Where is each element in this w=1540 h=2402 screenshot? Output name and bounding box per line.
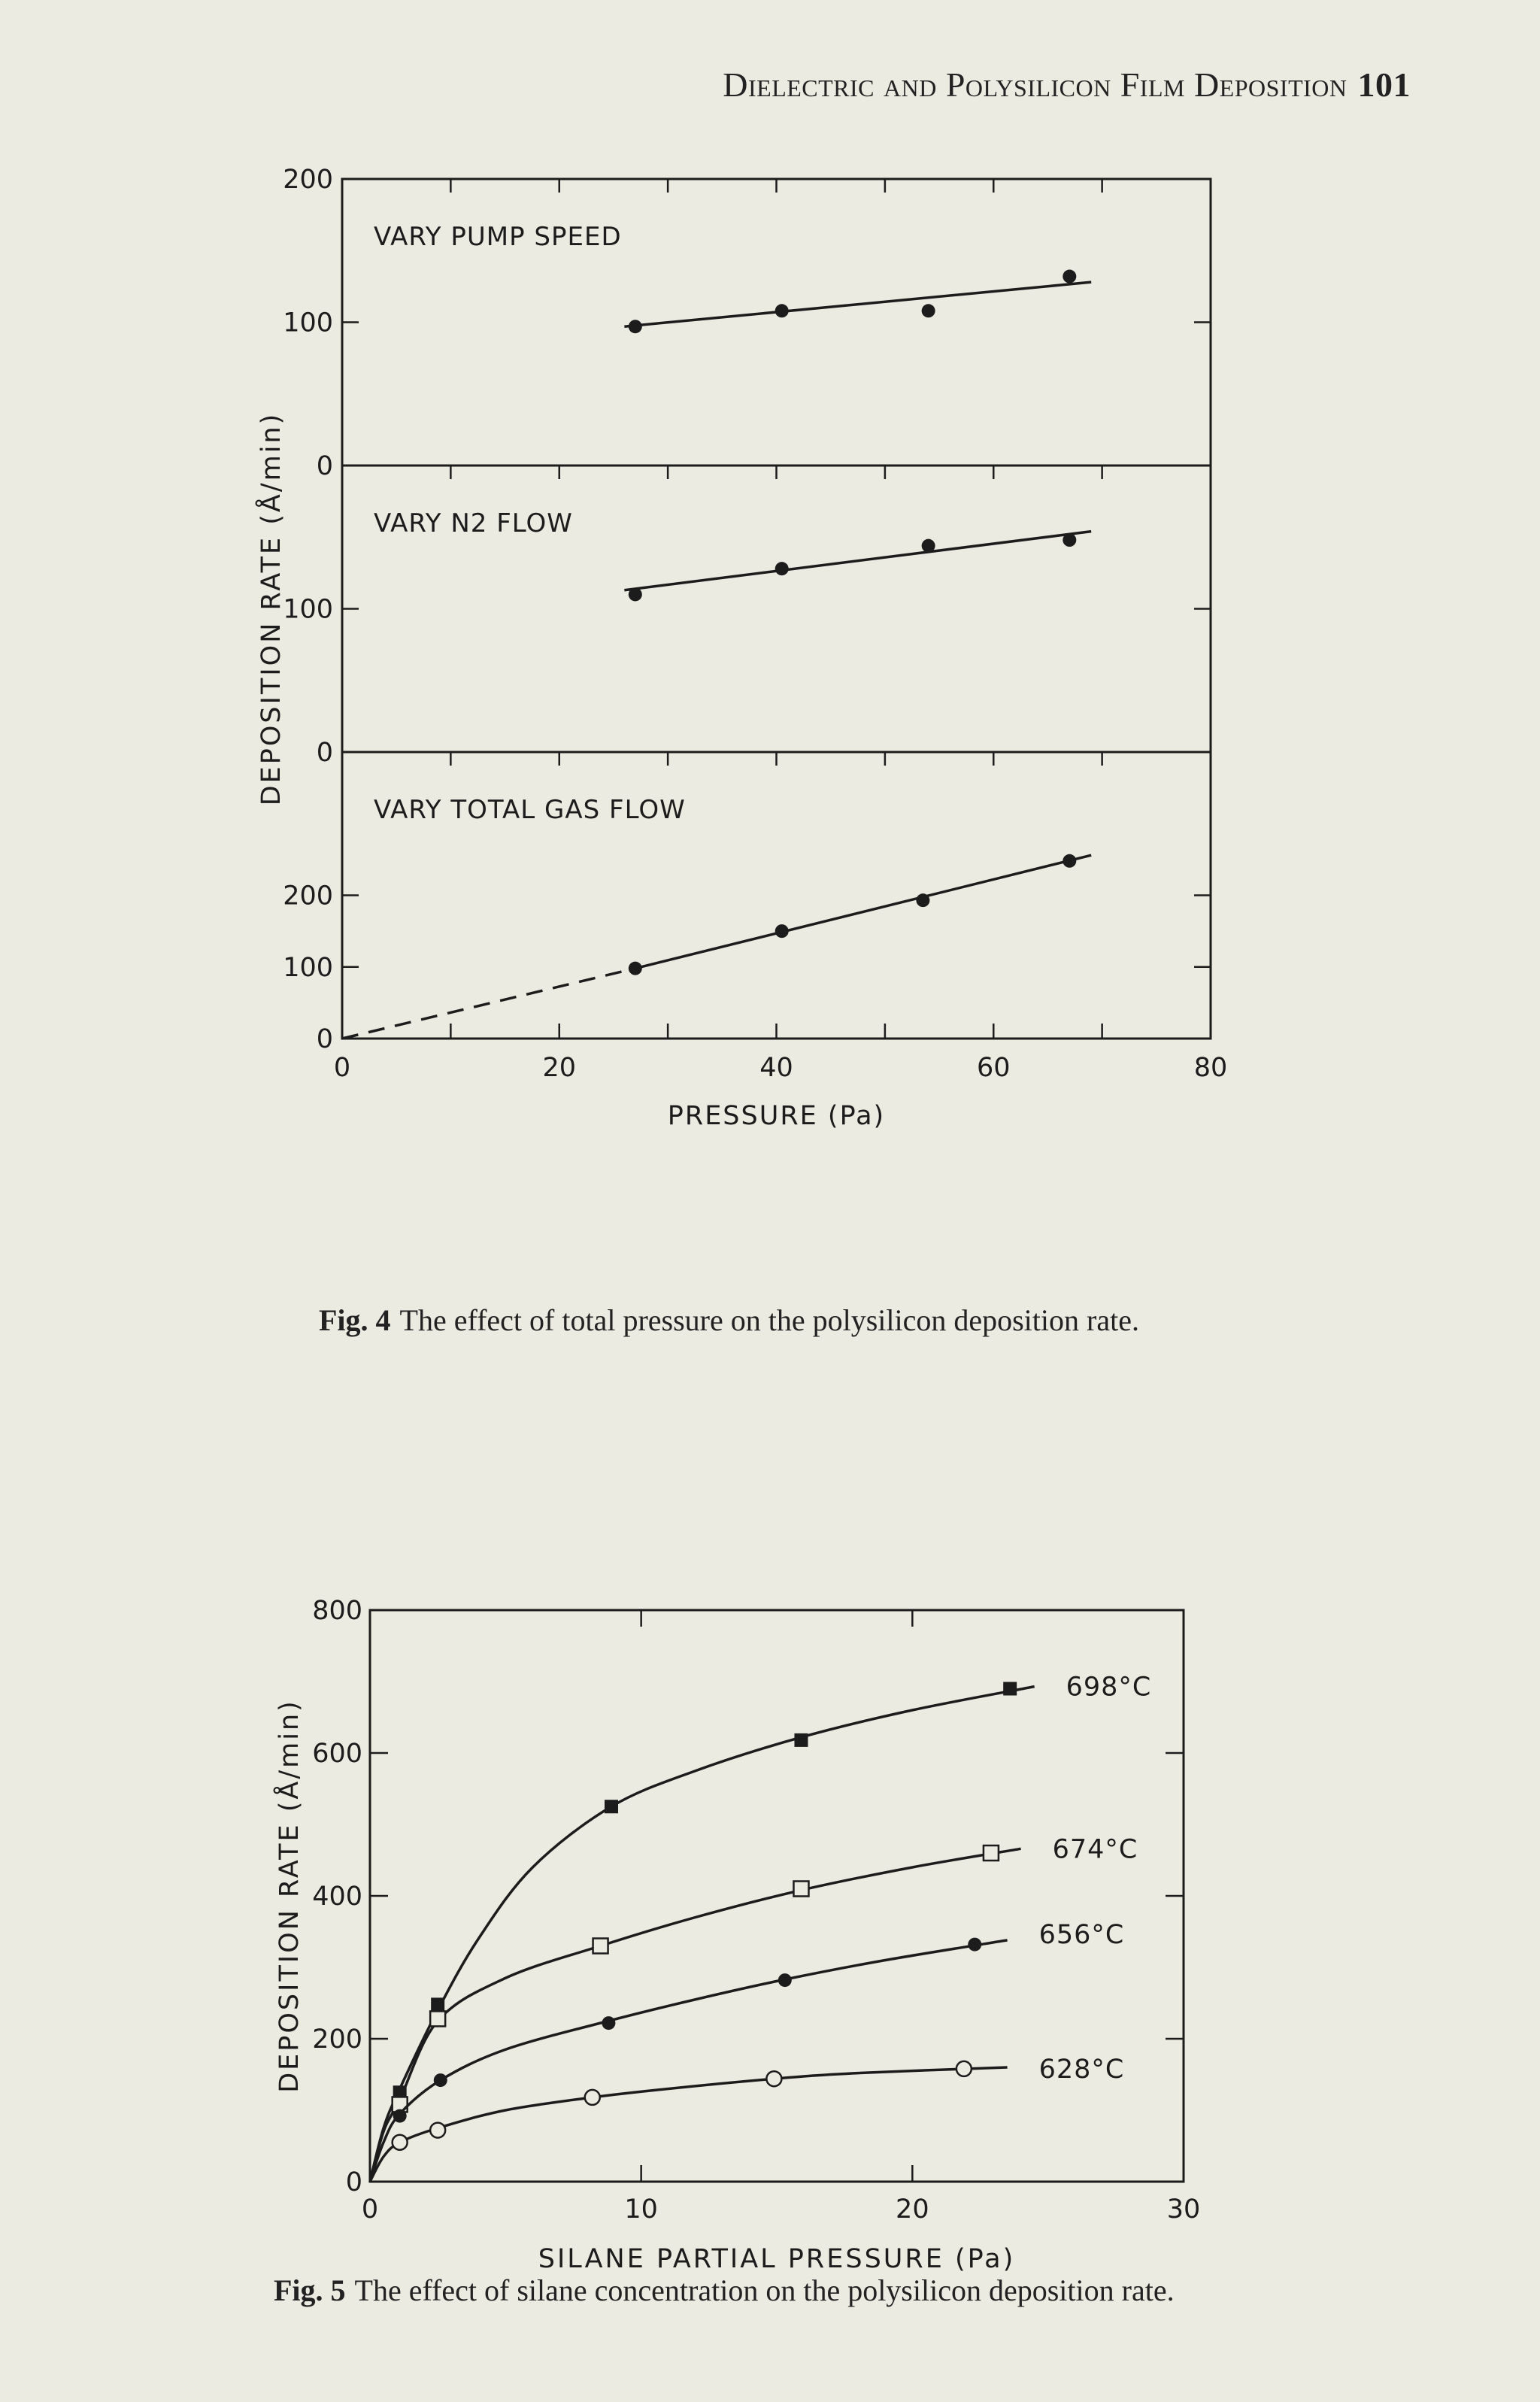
x-tick-label: 0 (333, 1053, 351, 1083)
series-628c-point (956, 2061, 972, 2076)
panel-3-data-point (916, 893, 929, 907)
panel-3-fit-line (635, 855, 1091, 968)
series-698c-point (794, 1733, 808, 1747)
series-628c-point (393, 2135, 408, 2150)
series-674c-point (984, 1845, 999, 1861)
figure-4-label: Fig. 4 (319, 1303, 391, 1337)
series-698c-point (1003, 1682, 1017, 1696)
series-628c-label: 628°C (1038, 2055, 1125, 2085)
series-674c-point (430, 2011, 445, 2026)
running-header-title: Dielectric and Polysilicon Film Deposition (723, 65, 1348, 104)
panel-3-label: VARY TOTAL GAS FLOW (374, 795, 686, 825)
series-698c-label: 698°C (1066, 1672, 1152, 1703)
x-tick-label: 10 (624, 2194, 658, 2225)
panel-2-data-point (775, 562, 789, 575)
x-axis-title: PRESSURE (Pa) (667, 1101, 886, 1131)
x-tick-label: 60 (976, 1053, 1011, 1083)
series-698c-curve (370, 1687, 1035, 2182)
series-656c-point (778, 1973, 792, 1987)
x-tick-label: 40 (759, 1053, 793, 1083)
y-tick-label: 600 (312, 1739, 362, 1769)
series-674c-point (593, 1939, 608, 1954)
y-axis-title: DEPOSITION RATE (Å/min) (256, 411, 286, 806)
panel-2-fit-line (624, 532, 1091, 590)
panel-3-data-point (1063, 854, 1076, 868)
series-698c-point (605, 1800, 618, 1813)
panel-1-data-point (1063, 270, 1076, 284)
panel-2-ytick-label: 100 (283, 594, 333, 625)
y-tick-label: 200 (312, 2024, 362, 2055)
series-656c-point (968, 1938, 981, 1952)
figure-4-caption-text: The effect of total pressure on the polysilicon deposition rate. (399, 1303, 1139, 1337)
x-axis-title: SILANE PARTIAL PRESSURE (Pa) (538, 2244, 1016, 2274)
series-656c-point (602, 2016, 615, 2030)
panel-2-ytick-label: 0 (316, 738, 333, 768)
series-674c-label: 674°C (1052, 1834, 1138, 1865)
figure-4-caption (319, 1303, 1139, 1338)
panel-3-ytick-label: 0 (316, 1024, 333, 1054)
panel-2-label: VARY N2 FLOW (374, 508, 573, 538)
x-tick-label: 20 (542, 1053, 577, 1083)
figure-5-caption (274, 2273, 1175, 2308)
series-656c-point (393, 2109, 407, 2123)
panel-1-fit-line (624, 282, 1091, 326)
panel-1-ytick-label: 100 (283, 308, 333, 338)
series-628c-point (585, 2090, 600, 2105)
figure-5-label: Fig. 5 (274, 2273, 346, 2307)
series-674c-point (793, 1882, 808, 1897)
series-656c-point (434, 2073, 447, 2087)
y-tick-label: 0 (345, 2167, 362, 2197)
x-tick-label: 20 (896, 2194, 929, 2225)
panel-1-label: VARY PUMP SPEED (374, 222, 622, 252)
series-656c-curve (370, 1940, 1008, 2182)
panel-3-extrapolation-dashed (342, 969, 635, 1039)
panel-3-data-point (775, 924, 789, 938)
panel-3-ytick-label: 100 (283, 952, 333, 983)
figure-5-caption-text: The effect of silane concentration on the polysilicon deposition rate. (354, 2273, 1175, 2307)
y-tick-label: 800 (312, 1596, 362, 1626)
panel-2-data-point (922, 539, 935, 553)
x-tick-label: 30 (1166, 2194, 1201, 2225)
y-axis-title: DEPOSITION RATE (Å/min) (274, 1699, 305, 2093)
series-698c-point (431, 1997, 444, 2011)
panel-1-ytick-label: 200 (283, 165, 333, 195)
series-628c-point (766, 2071, 781, 2086)
series-674c-curve (370, 1849, 1021, 2182)
panel-2-data-point (1063, 533, 1076, 547)
y-tick-label: 400 (312, 1882, 362, 1912)
panel-3-data-point (629, 962, 642, 975)
panel-1-data-point (629, 320, 642, 333)
x-tick-label: 80 (1193, 1053, 1228, 1083)
panel-2-data-point (629, 587, 642, 601)
figure-5-chart (0, 1572, 1540, 2339)
page-number: 101 (1357, 65, 1411, 104)
panel-3-ytick-label: 200 (283, 881, 333, 911)
panel-1-data-point (775, 304, 789, 317)
series-656c-label: 656°C (1038, 1919, 1125, 1950)
series-628c-curve (370, 2067, 1008, 2182)
panel-1-data-point (922, 304, 935, 317)
panel-1-ytick-label: 0 (316, 451, 333, 481)
series-628c-point (430, 2123, 445, 2138)
x-tick-label: 0 (361, 2194, 379, 2225)
